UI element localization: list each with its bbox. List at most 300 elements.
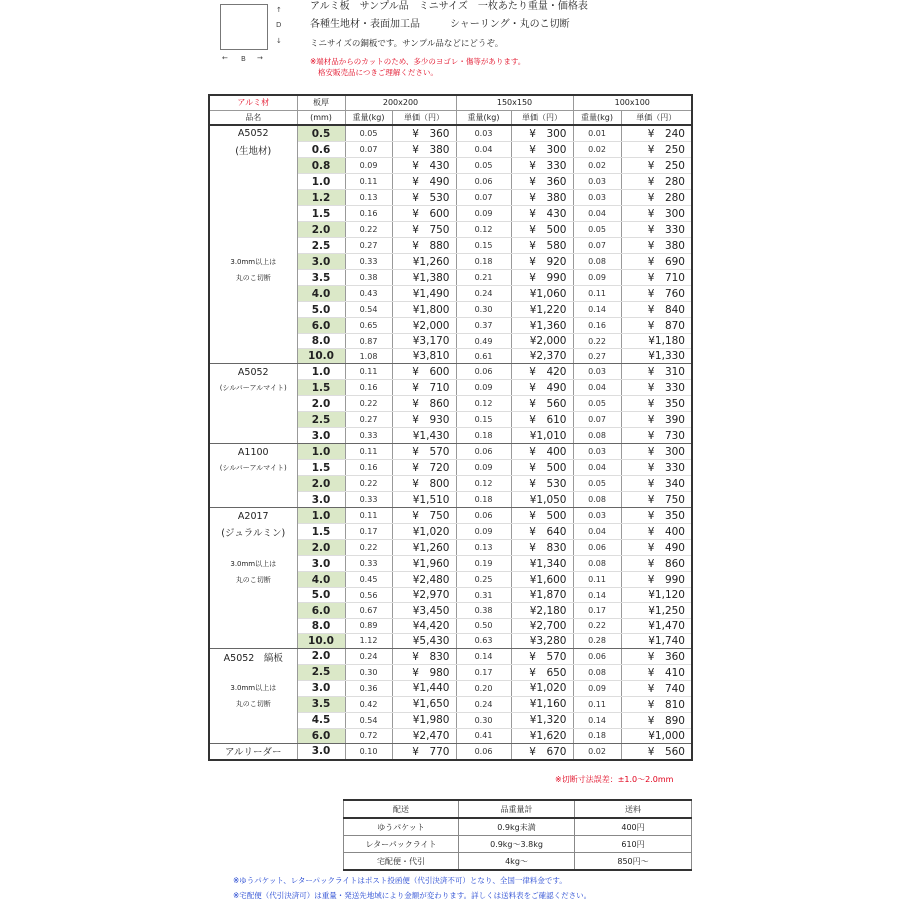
thickness-cell: 2.5 [297,664,345,680]
thickness-cell: 1.0 [297,364,345,380]
price-cell: ¥1,320 [511,712,573,728]
material-label [209,158,297,174]
weight-cell: 0.65 [345,318,392,334]
weight-cell: 0.17 [345,524,392,540]
price-cell: ¥ 310 [621,364,692,380]
price-cell: ¥3,450 [392,603,456,618]
weight-cell: 0.03 [456,125,511,142]
price-cell: ¥ 490 [621,540,692,556]
weight-cell: 0.42 [345,696,392,712]
price-cell: ¥ 500 [511,222,573,238]
material-label: A5052 縞板 [209,648,297,664]
price-cell: ¥ 560 [511,396,573,412]
price-cell: ¥ 380 [511,190,573,206]
price-cell: ¥1,960 [392,556,456,572]
material-label: アルリーダー [209,743,297,760]
weight-cell: 0.08 [573,492,621,508]
price-cell: ¥2,000 [392,318,456,334]
thickness-cell: 0.6 [297,142,345,158]
weight-cell: 0.09 [573,680,621,696]
weight-cell: 0.13 [456,540,511,556]
thickness-cell: 2.0 [297,648,345,664]
price-cell: ¥ 380 [392,142,456,158]
table-row [209,680,692,696]
table-row [209,142,692,158]
weight-cell: 0.24 [456,286,511,302]
table-row [209,556,692,572]
price-cell: ¥ 750 [621,492,692,508]
table-row [209,222,692,238]
table-row [209,206,692,222]
thickness-cell: 3.0 [297,428,345,444]
price-cell: ¥ 860 [621,556,692,572]
header-weight: 重量(kg) [345,110,392,125]
weight-cell: 0.03 [573,174,621,190]
weight-cell: 0.11 [573,286,621,302]
material-label [209,492,297,508]
weight-cell: 0.08 [573,664,621,680]
price-cell: ¥ 330 [621,460,692,476]
weight-cell: 0.09 [456,524,511,540]
price-cell: ¥ 800 [392,476,456,492]
weight-cell: 0.03 [573,508,621,524]
price-cell: ¥ 610 [511,412,573,428]
thickness-cell: 1.5 [297,460,345,476]
price-cell: ¥ 870 [621,318,692,334]
weight-cell: 0.22 [345,540,392,556]
price-cell: ¥ 740 [621,680,692,696]
material-label [209,618,297,633]
thickness-cell: 3.5 [297,270,345,286]
price-cell: ¥ 240 [621,125,692,142]
price-cell: ¥ 560 [621,743,692,760]
header-weight: 重量(kg) [456,110,511,125]
weight-cell: 0.04 [573,460,621,476]
price-cell: ¥ 770 [392,743,456,760]
weight-cell: 0.01 [573,125,621,142]
table-row [209,364,692,380]
price-cell: ¥ 570 [392,444,456,460]
shipping-header-fee: 送料 [575,800,692,818]
material-label: (ジュラルミン) [209,524,297,540]
shipping-fee: 400円 [575,818,692,836]
weight-cell: 0.31 [456,588,511,603]
table-row [209,460,692,476]
price-cell: ¥ 330 [621,222,692,238]
thickness-cell: 1.0 [297,508,345,524]
weight-cell: 0.08 [573,428,621,444]
dimension-b-label: B [241,55,246,63]
thickness-cell: 1.5 [297,206,345,222]
weight-cell: 0.63 [456,633,511,648]
price-cell: ¥ 600 [392,364,456,380]
weight-cell: 0.17 [573,603,621,618]
price-cell: ¥ 710 [392,380,456,396]
price-cell: ¥ 600 [392,206,456,222]
weight-cell: 0.03 [573,444,621,460]
footnote-1: ※ゆうパケット、レターパックライトはポスト投函便（代引決済不可）となり、全国一律料金です。 [233,876,567,885]
weight-cell: 0.28 [573,633,621,648]
weight-cell: 0.16 [345,460,392,476]
price-cell: ¥ 420 [511,364,573,380]
price-cell: ¥1,740 [621,633,692,648]
material-label [209,588,297,603]
thickness-cell: 3.0 [297,743,345,760]
price-cell: ¥1,050 [511,492,573,508]
shipping-method: レターパックライト [344,836,459,853]
weight-cell: 0.27 [345,412,392,428]
material-label: A5052 [209,125,297,142]
material-label [209,712,297,728]
price-cell: ¥ 760 [621,286,692,302]
thickness-cell: 1.0 [297,444,345,460]
material-label: A5052 [209,364,297,380]
price-cell: ¥2,000 [511,334,573,349]
weight-cell: 0.18 [456,428,511,444]
material-label: 丸のこ切断 [209,270,297,286]
shipping-method: ゆうパケット [344,818,459,836]
thickness-cell: 1.5 [297,380,345,396]
table-row [209,618,692,633]
thickness-cell: 3.0 [297,680,345,696]
thickness-cell: 0.5 [297,125,345,142]
shipping-weight: 4kg～ [459,853,575,871]
price-cell: ¥1,060 [511,286,573,302]
price-cell: ¥1,600 [511,572,573,588]
weight-cell: 0.04 [573,524,621,540]
price-cell: ¥ 400 [511,444,573,460]
weight-cell: 0.13 [345,190,392,206]
weight-cell: 0.05 [573,476,621,492]
price-cell: ¥ 300 [511,125,573,142]
price-cell: ¥ 300 [621,444,692,460]
thickness-cell: 1.0 [297,174,345,190]
table-row [209,712,692,728]
weight-cell: 0.03 [573,190,621,206]
table-row [209,412,692,428]
weight-cell: 0.16 [573,318,621,334]
table-row [209,302,692,318]
header-price: 単価（円） [392,110,456,125]
price-cell: ¥1,490 [392,286,456,302]
weight-cell: 0.30 [456,302,511,318]
thickness-cell: 1.5 [297,524,345,540]
weight-cell: 1.08 [345,349,392,364]
weight-cell: 0.89 [345,618,392,633]
weight-cell: 0.72 [345,728,392,743]
weight-cell: 0.09 [456,380,511,396]
material-label [209,603,297,618]
weight-cell: 0.50 [456,618,511,633]
weight-cell: 0.24 [345,648,392,664]
price-cell: ¥3,810 [392,349,456,364]
weight-cell: 0.43 [345,286,392,302]
table-row [209,603,692,618]
table-row [209,648,692,664]
table-row [209,380,692,396]
page-title: アルミ板 サンプル品 ミニサイズ 一枚あたり重量・価格表 [310,1,588,12]
header-size-150: 150x150 [456,95,573,110]
price-cell: ¥3,170 [392,334,456,349]
material-label [209,349,297,364]
material-label: 丸のこ切断 [209,696,297,712]
table-row [209,508,692,524]
price-cell: ¥2,470 [392,728,456,743]
warning-note-1: ※端材品からのカットのため、多少のヨゴレ・傷等があります。 [310,57,526,66]
weight-cell: 0.27 [345,238,392,254]
price-cell: ¥ 530 [511,476,573,492]
shipping-header-method: 配送 [344,800,459,818]
subtitle: 各種生地材・表面加工品 シャーリング・丸のこ切断 [310,19,570,30]
weight-cell: 0.25 [456,572,511,588]
weight-cell: 0.21 [456,270,511,286]
weight-cell: 0.17 [456,664,511,680]
table-row [209,254,692,270]
weight-cell: 0.07 [573,238,621,254]
material-label: A1100 [209,444,297,460]
weight-cell: 0.05 [573,396,621,412]
price-cell: ¥ 690 [621,254,692,270]
price-cell: ¥ 840 [621,302,692,318]
weight-cell: 0.56 [345,588,392,603]
material-label [209,334,297,349]
footnote-2: ※宅配便（代引決済可）は重量・発送先地域により金額が変わります。詳しくは送料表をご確認ください。 [233,891,592,900]
weight-cell: 0.16 [345,380,392,396]
material-label [209,318,297,334]
weight-cell: 0.18 [456,492,511,508]
shipping-weight: 0.9kg未満 [459,818,575,836]
weight-cell: 0.54 [345,302,392,318]
thickness-cell: 3.0 [297,492,345,508]
material-label [209,286,297,302]
price-cell: ¥ 350 [621,508,692,524]
price-cell: ¥1,250 [621,603,692,618]
shipping-table [343,799,692,871]
price-cell: ¥1,340 [511,556,573,572]
price-table [208,94,693,761]
price-cell: ¥2,180 [511,603,573,618]
weight-cell: 0.61 [456,349,511,364]
weight-cell: 0.02 [573,158,621,174]
cutting-tolerance-note: ※切断寸法誤差：±1.0～2.0mm [555,775,674,784]
price-cell: ¥1,510 [392,492,456,508]
material-label: A2017 [209,508,297,524]
price-cell: ¥ 830 [511,540,573,556]
weight-cell: 0.67 [345,603,392,618]
price-cell: ¥5,430 [392,633,456,648]
price-cell: ¥1,380 [392,270,456,286]
price-cell: ¥ 920 [511,254,573,270]
header-price: 単価（円） [511,110,573,125]
material-label [209,540,297,556]
material-label: 丸のこ切断 [209,572,297,588]
material-label: 3.0mm以上は [209,556,297,572]
weight-cell: 0.22 [573,618,621,633]
thickness-cell: 2.0 [297,222,345,238]
price-cell: ¥ 300 [621,206,692,222]
table-row [209,664,692,680]
weight-cell: 0.22 [345,222,392,238]
price-cell: ¥ 430 [392,158,456,174]
header-thickness: 板厚 [297,95,345,110]
weight-cell: 0.12 [456,476,511,492]
price-cell: ¥1,160 [511,696,573,712]
table-row [209,174,692,190]
description: ミニサイズの銅板です。サンプル品などにどうぞ。 [310,39,504,49]
price-cell: ¥ 250 [621,142,692,158]
weight-cell: 0.87 [345,334,392,349]
weight-cell: 0.06 [573,540,621,556]
price-cell: ¥ 990 [621,572,692,588]
price-cell: ¥2,480 [392,572,456,588]
weight-cell: 0.22 [573,334,621,349]
table-row [209,334,692,349]
price-cell: ¥ 430 [511,206,573,222]
thickness-cell: 4.0 [297,572,345,588]
price-cell: ¥ 830 [392,648,456,664]
thickness-cell: 6.0 [297,318,345,334]
table-row [209,728,692,743]
table-row [209,286,692,302]
price-cell: ¥1,470 [621,618,692,633]
weight-cell: 0.09 [456,206,511,222]
price-cell: ¥ 880 [392,238,456,254]
weight-cell: 0.54 [345,712,392,728]
weight-cell: 1.12 [345,633,392,648]
weight-cell: 0.02 [573,142,621,158]
thickness-cell: 3.5 [297,696,345,712]
thickness-cell: 4.5 [297,712,345,728]
price-cell: ¥3,280 [511,633,573,648]
weight-cell: 0.22 [345,396,392,412]
shipping-header-weight: 品重量計 [459,800,575,818]
weight-cell: 0.30 [456,712,511,728]
price-cell: ¥ 670 [511,743,573,760]
thickness-cell: 1.2 [297,190,345,206]
arrow-left-icon: ← [222,54,228,62]
price-cell: ¥1,440 [392,680,456,696]
price-cell: ¥ 860 [392,396,456,412]
table-row [209,428,692,444]
weight-cell: 0.06 [456,174,511,190]
weight-cell: 0.14 [573,712,621,728]
thickness-cell: 2.5 [297,412,345,428]
price-cell: ¥ 360 [511,174,573,190]
price-cell: ¥ 500 [511,460,573,476]
table-row [209,743,692,760]
price-cell: ¥1,260 [392,254,456,270]
material-label [209,412,297,428]
material-label: (生地材) [209,142,297,158]
table-row [209,444,692,460]
weight-cell: 0.07 [456,190,511,206]
price-cell: ¥ 360 [392,125,456,142]
price-cell: ¥1,620 [511,728,573,743]
weight-cell: 0.11 [345,364,392,380]
table-row [209,588,692,603]
price-cell: ¥1,010 [511,428,573,444]
weight-cell: 0.08 [573,556,621,572]
weight-cell: 0.09 [456,460,511,476]
weight-cell: 0.41 [456,728,511,743]
thickness-cell: 3.0 [297,556,345,572]
thickness-cell: 5.0 [297,302,345,318]
price-cell: ¥1,430 [392,428,456,444]
weight-cell: 0.22 [345,476,392,492]
thickness-cell: 3.0 [297,254,345,270]
price-cell: ¥ 640 [511,524,573,540]
price-cell: ¥1,800 [392,302,456,318]
price-cell: ¥ 380 [621,238,692,254]
price-cell: ¥ 330 [511,158,573,174]
price-cell: ¥ 500 [511,508,573,524]
weight-cell: 0.08 [573,254,621,270]
weight-cell: 0.33 [345,254,392,270]
material-label [209,664,297,680]
price-cell: ¥1,330 [621,349,692,364]
weight-cell: 0.24 [456,696,511,712]
material-label [209,476,297,492]
thickness-cell: 2.0 [297,540,345,556]
weight-cell: 0.14 [573,302,621,318]
weight-cell: 0.03 [573,364,621,380]
weight-cell: 0.49 [456,334,511,349]
header-weight: 重量(kg) [573,110,621,125]
weight-cell: 0.18 [573,728,621,743]
header-material: アルミ材 [209,95,297,110]
price-cell: ¥ 710 [621,270,692,286]
price-cell: ¥ 330 [621,380,692,396]
thickness-cell: 2.0 [297,476,345,492]
price-cell: ¥1,220 [511,302,573,318]
price-cell: ¥ 570 [511,648,573,664]
table-row [209,270,692,286]
thickness-cell: 8.0 [297,334,345,349]
price-cell: ¥2,370 [511,349,573,364]
price-cell: ¥ 340 [621,476,692,492]
weight-cell: 0.18 [456,254,511,270]
price-cell: ¥1,180 [621,334,692,349]
weight-cell: 0.05 [573,222,621,238]
weight-cell: 0.15 [456,412,511,428]
price-cell: ¥ 360 [621,648,692,664]
weight-cell: 0.07 [345,142,392,158]
weight-cell: 0.06 [456,444,511,460]
price-cell: ¥1,650 [392,696,456,712]
material-label [209,206,297,222]
thickness-cell: 6.0 [297,603,345,618]
weight-cell: 0.36 [345,680,392,696]
weight-cell: 0.20 [456,680,511,696]
weight-cell: 0.05 [456,158,511,174]
price-cell: ¥1,020 [392,524,456,540]
weight-cell: 0.33 [345,556,392,572]
table-row [209,158,692,174]
table-row [209,125,692,142]
shipping-fee: 610円 [575,836,692,853]
price-cell: ¥ 720 [392,460,456,476]
price-cell: ¥ 580 [511,238,573,254]
weight-cell: 0.15 [456,238,511,254]
weight-cell: 0.11 [345,174,392,190]
table-row [209,476,692,492]
price-cell: ¥ 650 [511,664,573,680]
material-label [209,396,297,412]
weight-cell: 0.38 [456,603,511,618]
weight-cell: 0.09 [573,270,621,286]
table-row [209,318,692,334]
price-cell: ¥1,000 [621,728,692,743]
